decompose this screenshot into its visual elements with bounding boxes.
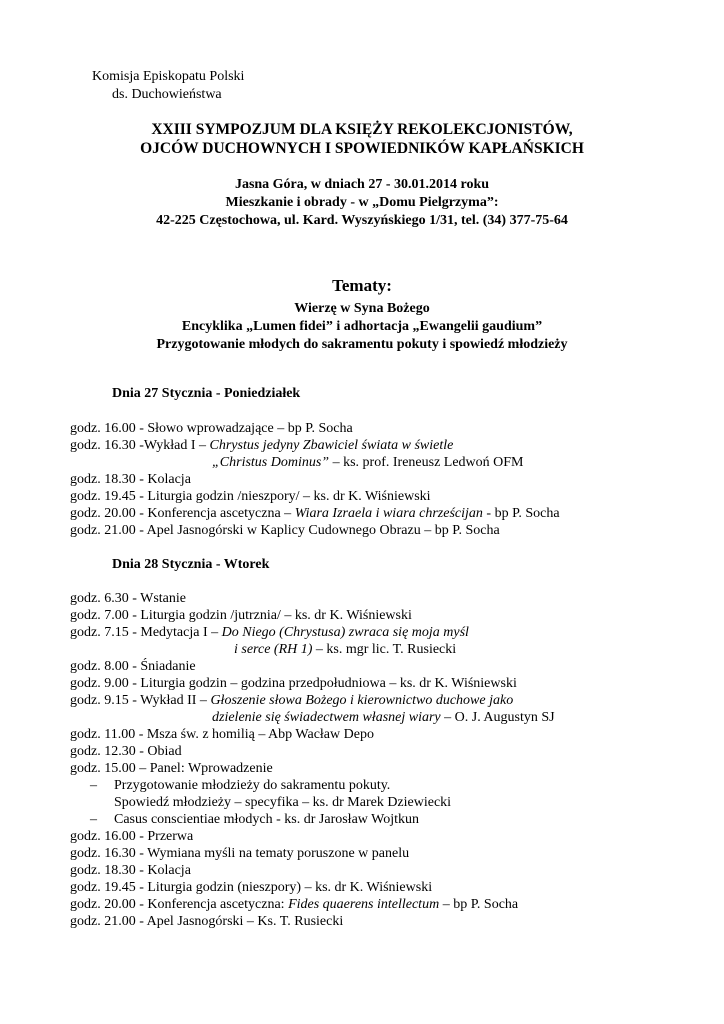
schedule-item (70, 505, 560, 522)
schedule-item: godz. 16.00 - Przerwa (70, 829, 194, 844)
schedule-item (70, 692, 513, 709)
schedule-item: godz. 9.00 - Liturgia godzin – godzina przedpołudniowa – ks. dr K. Wiśniewski (70, 676, 517, 691)
lecture-title: Wiara Izraela i wiara chrześcijan (294, 506, 483, 521)
document-title-line-2: OJCÓW DUCHOWNYCH I SPOWIEDNIKÓW KAPŁAŃSKICH (140, 140, 584, 157)
schedule-text: godz. 9.15 - Wykład II – (70, 693, 211, 708)
venue-dates: Jasna Góra, w dniach 27 - 30.01.2014 roku (234, 177, 490, 192)
dash-bullet: – (90, 812, 97, 827)
schedule-item (70, 624, 469, 641)
day-heading: Dnia 28 Stycznia - Wtorek (112, 557, 270, 572)
topic-item: Wierzę w Syna Bożego (294, 301, 430, 316)
venue-lodging: Mieszkanie i obrady - w „Domu Pielgrzyma”: (225, 195, 499, 210)
schedule-item (70, 437, 453, 454)
schedule-item (70, 896, 518, 913)
schedule-text: godz. 16.30 -Wykład I – (70, 438, 210, 453)
schedule-item-continuation (212, 709, 555, 726)
schedule-item-continuation (212, 454, 524, 471)
speaker: – bp P. Socha (439, 897, 519, 912)
lecture-title: dzielenie się świadectwem własnej wiary (212, 710, 441, 725)
schedule-item-continuation (234, 641, 456, 658)
panel-topic: Casus conscientiae młodych - ks. dr Jarosław Wojtkun (114, 812, 420, 827)
lecture-title: „Christus Dominus” (212, 455, 330, 470)
schedule-item: godz. 16.30 - Wymiana myśli na tematy poruszone w panelu (70, 846, 410, 861)
topic-item: Przygotowanie młodych do sakramentu pokuty i spowiedź młodzieży (156, 337, 568, 352)
speaker: – ks. prof. Ireneusz Ledwoń OFM (329, 455, 524, 470)
lecture-title: Chrystus jedyny Zbawiciel świata w świetle (209, 438, 454, 453)
panel-topic: Przygotowanie młodzieży do sakramentu pokuty. (114, 778, 391, 793)
day-heading: Dnia 27 Stycznia - Poniedziałek (112, 386, 301, 401)
document-title-line-1: XXIII SYMPOZJUM DLA KSIĘŻY REKOLEKCJONISTÓW, (151, 121, 573, 138)
schedule-item: godz. 21.00 - Apel Jasnogórski w Kaplicy Cudownego Obrazu – bp P. Socha (70, 523, 500, 538)
speaker: - bp P. Socha (482, 506, 560, 521)
speaker: – O. J. Augustyn SJ (440, 710, 555, 725)
schedule-item: godz. 12.30 - Obiad (70, 744, 182, 759)
schedule-item: godz. 8.00 - Śniadanie (70, 659, 196, 674)
schedule-text: godz. 20.00 - Konferencja ascetyczna – (70, 506, 295, 521)
venue-address: 42-225 Częstochowa, ul. Kard. Wyszyńskiego 1/31, tel. (34) 377-75-64 (156, 213, 568, 228)
schedule-item: godz. 6.30 - Wstanie (70, 591, 186, 606)
panel-item (90, 777, 390, 794)
schedule-text: godz. 7.15 - Medytacja I – (70, 625, 222, 640)
schedule-item: godz. 19.45 - Liturgia godzin (nieszpory) – ks. dr K. Wiśniewski (70, 880, 433, 895)
schedule-item: godz. 7.00 - Liturgia godzin /jutrznia/ – ks. dr K. Wiśniewski (70, 608, 412, 623)
schedule-item: godz. 16.00 - Słowo wprowadzające – bp P. Socha (70, 421, 353, 436)
schedule-item: godz. 11.00 - Msza św. z homilią – Abp Wacław Depo (70, 727, 374, 742)
organization-name: Komisja Episkopatu Polski (92, 69, 245, 84)
lecture-title: Do Niego (Chrystusa) zwraca się moja myśl (221, 625, 469, 640)
lecture-title: Fides quaerens intellectum (288, 897, 440, 912)
schedule-item: godz. 21.00 - Apel Jasnogórski – Ks. T. Rusiecki (70, 914, 344, 929)
lecture-title: i serce (RH 1) (234, 642, 313, 657)
panel-item-continuation: Spowiedź młodzieży – specyfika – ks. dr Marek Dziewiecki (114, 795, 452, 810)
panel-item (90, 811, 419, 828)
schedule-text: godz. 20.00 - Konferencja ascetyczna: (70, 897, 289, 912)
schedule-item: godz. 18.30 - Kolacja (70, 472, 191, 487)
dash-bullet: – (90, 778, 97, 793)
organization-department: ds. Duchowieństwa (112, 87, 222, 102)
schedule-item: godz. 18.30 - Kolacja (70, 863, 191, 878)
topics-heading: Tematy: (332, 276, 392, 295)
schedule-item: godz. 15.00 – Panel: Wprowadzenie (70, 761, 273, 776)
topic-item: Encyklika „Lumen fidei” i adhortacja „Ewangelii gaudium” (181, 319, 543, 334)
lecture-title: Głoszenie słowa Bożego i kierownictwo duchowe jako (210, 693, 514, 708)
speaker: – ks. mgr lic. T. Rusiecki (312, 642, 457, 657)
schedule-item: godz. 19.45 - Liturgia godzin /nieszpory/ – ks. dr K. Wiśniewski (70, 489, 431, 504)
